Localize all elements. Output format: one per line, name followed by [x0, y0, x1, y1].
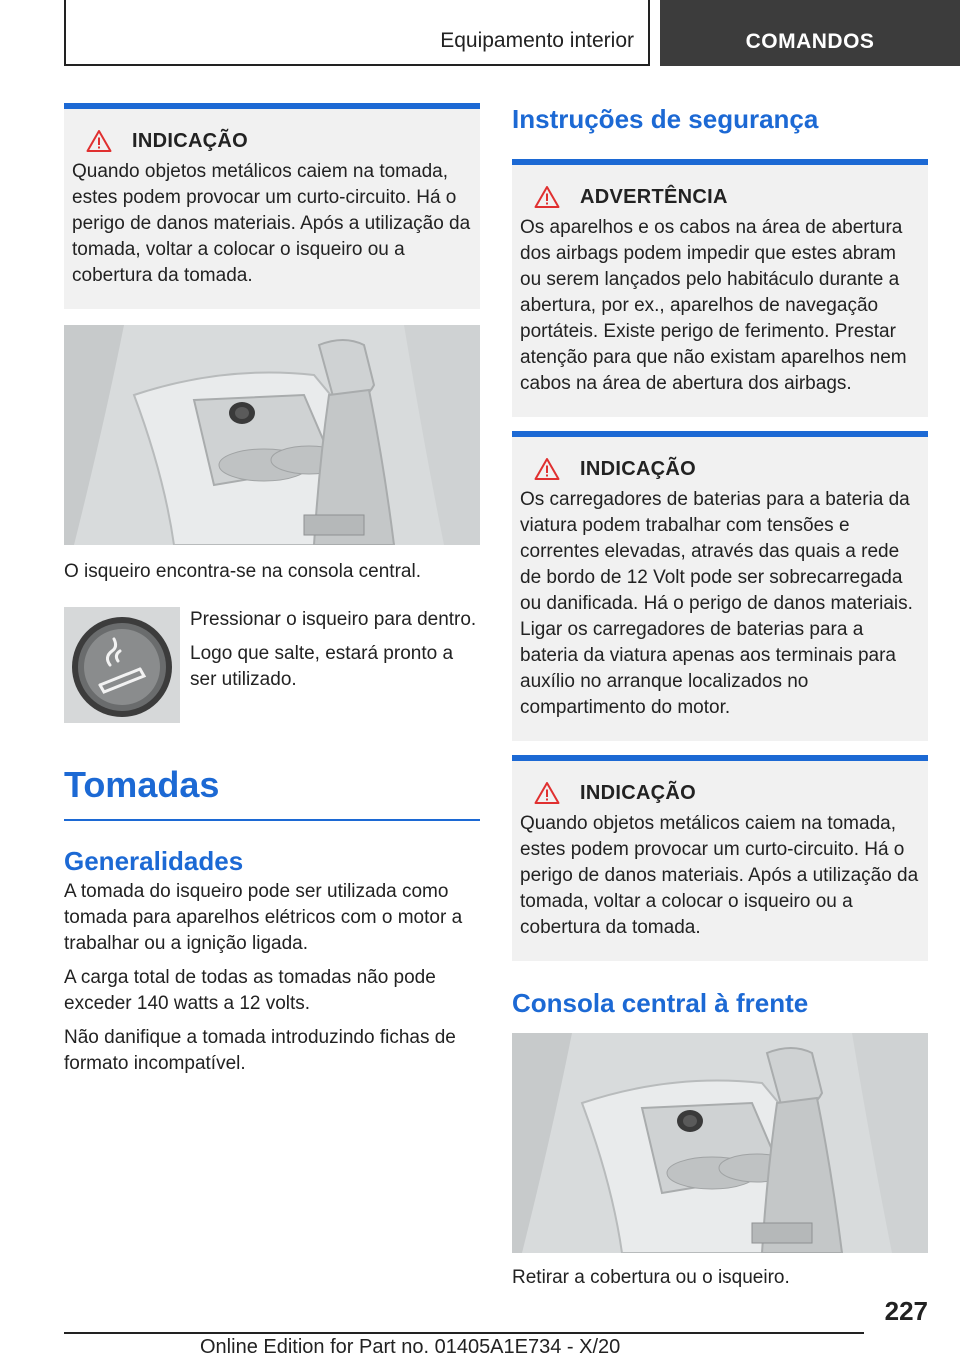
notice-title: INDICAÇÃO	[132, 129, 249, 152]
notice-text: Quando objetos metálicos caiem na tomada, estes podem provocar um curto-circuito. Há o perigo de danos materiais. Após a utilização da tomada, voltar a colocar o isqueiro ou a cobertura da tomada.	[72, 161, 471, 286]
lighter-steps	[190, 607, 480, 723]
lighter-step-1: Pressionar o isqueiro para dentro.	[190, 609, 477, 630]
lighter-step-2: Logo que salte, estará pronto a ser utilizado.	[190, 643, 454, 690]
heading-rule	[64, 819, 480, 821]
heading-consola-central: Consola central à frente	[512, 988, 809, 1018]
heading-generalidades: Generalidades	[64, 846, 244, 876]
center-console-illustration	[64, 325, 480, 545]
notice-box-indicacao-tomada	[512, 755, 928, 961]
front-console-photo	[512, 1033, 928, 1253]
front-console-illustration	[512, 1033, 928, 1253]
header-chapter-tab: COMANDOS	[660, 0, 960, 66]
paragraph-1: A tomada do isqueiro pode ser utilizada como tomada para aparelhos elétricos com o motor a trabalhar ou a ignição ligada.	[64, 881, 463, 954]
page-number: 227	[884, 1296, 928, 1326]
notice-title: INDICAÇÃO	[580, 781, 697, 804]
notice-text: Os carregadores de baterias para a bateria da viatura podem trabalhar com tensões e correntes elevadas, através das quais a rede de bordo de 12 Volt pode ser sobrecarregada ou danificada. Há o perigo de danos materiais. Ligar os carregadores de baterias para a bateria da viatura apenas aos terminais para auxílio no arranque localizados no compartimento do motor.	[520, 489, 913, 718]
notice-header	[520, 457, 920, 481]
notice-box-advertencia	[512, 159, 928, 417]
right-column	[512, 103, 928, 1291]
paragraph-2: A carga total de todas as tomadas não pode exceder 140 watts a 12 volts.	[64, 967, 436, 1014]
center-console-photo	[64, 325, 480, 545]
cigarette-lighter-photo	[64, 607, 180, 723]
notice-title: ADVERTÊNCIA	[580, 185, 728, 208]
notice-box-indicacao-carregadores	[512, 431, 928, 741]
cigarette-lighter-icon	[64, 607, 180, 723]
header-section-box	[64, 0, 650, 66]
notice-box	[64, 103, 480, 309]
footer-rule	[64, 1332, 864, 1334]
photo-caption: Retirar a cobertura ou o isqueiro.	[512, 1267, 790, 1288]
paragraph-3: Não danifique a tomada introduzindo fichas de formato incompatível.	[64, 1027, 456, 1074]
notice-header	[72, 129, 472, 153]
notice-header	[520, 185, 920, 209]
notice-text: Os aparelhos e os cabos na área de abertura dos airbags podem impedir que estes abram ou serem lançados pelo habitáculo durante a abertura, por ex., aparelhos de navegação portáteis. Existe perigo de ferimento. Prestar atenção para que não existam aparelhos nem cabos na área de abertura dos airbags.	[520, 217, 907, 394]
warning-triangle-icon	[534, 781, 560, 805]
left-column	[64, 103, 480, 1077]
warning-triangle-icon	[86, 129, 112, 153]
lighter-instructions	[64, 607, 480, 723]
photo-caption: O isqueiro encontra-se na consola central.	[64, 561, 421, 582]
heading-instrucoes-seguranca: Instruções de segurança	[512, 104, 819, 134]
header-section-title: Equipamento interior	[440, 29, 634, 52]
notice-header	[520, 781, 920, 805]
notice-text: Quando objetos metálicos caiem na tomada, estes podem provocar um curto-circuito. Há o perigo de danos materiais. Após a utilização da tomada, voltar a colocar o isqueiro ou a cobertura da tomada.	[520, 813, 919, 938]
notice-title: INDICAÇÃO	[580, 457, 697, 480]
footer-edition-text: Online Edition for Part no. 01405A1E734 - X/20	[200, 1336, 621, 1358]
heading-tomadas: Tomadas	[64, 764, 220, 805]
warning-triangle-icon	[534, 185, 560, 209]
warning-triangle-icon	[534, 457, 560, 481]
